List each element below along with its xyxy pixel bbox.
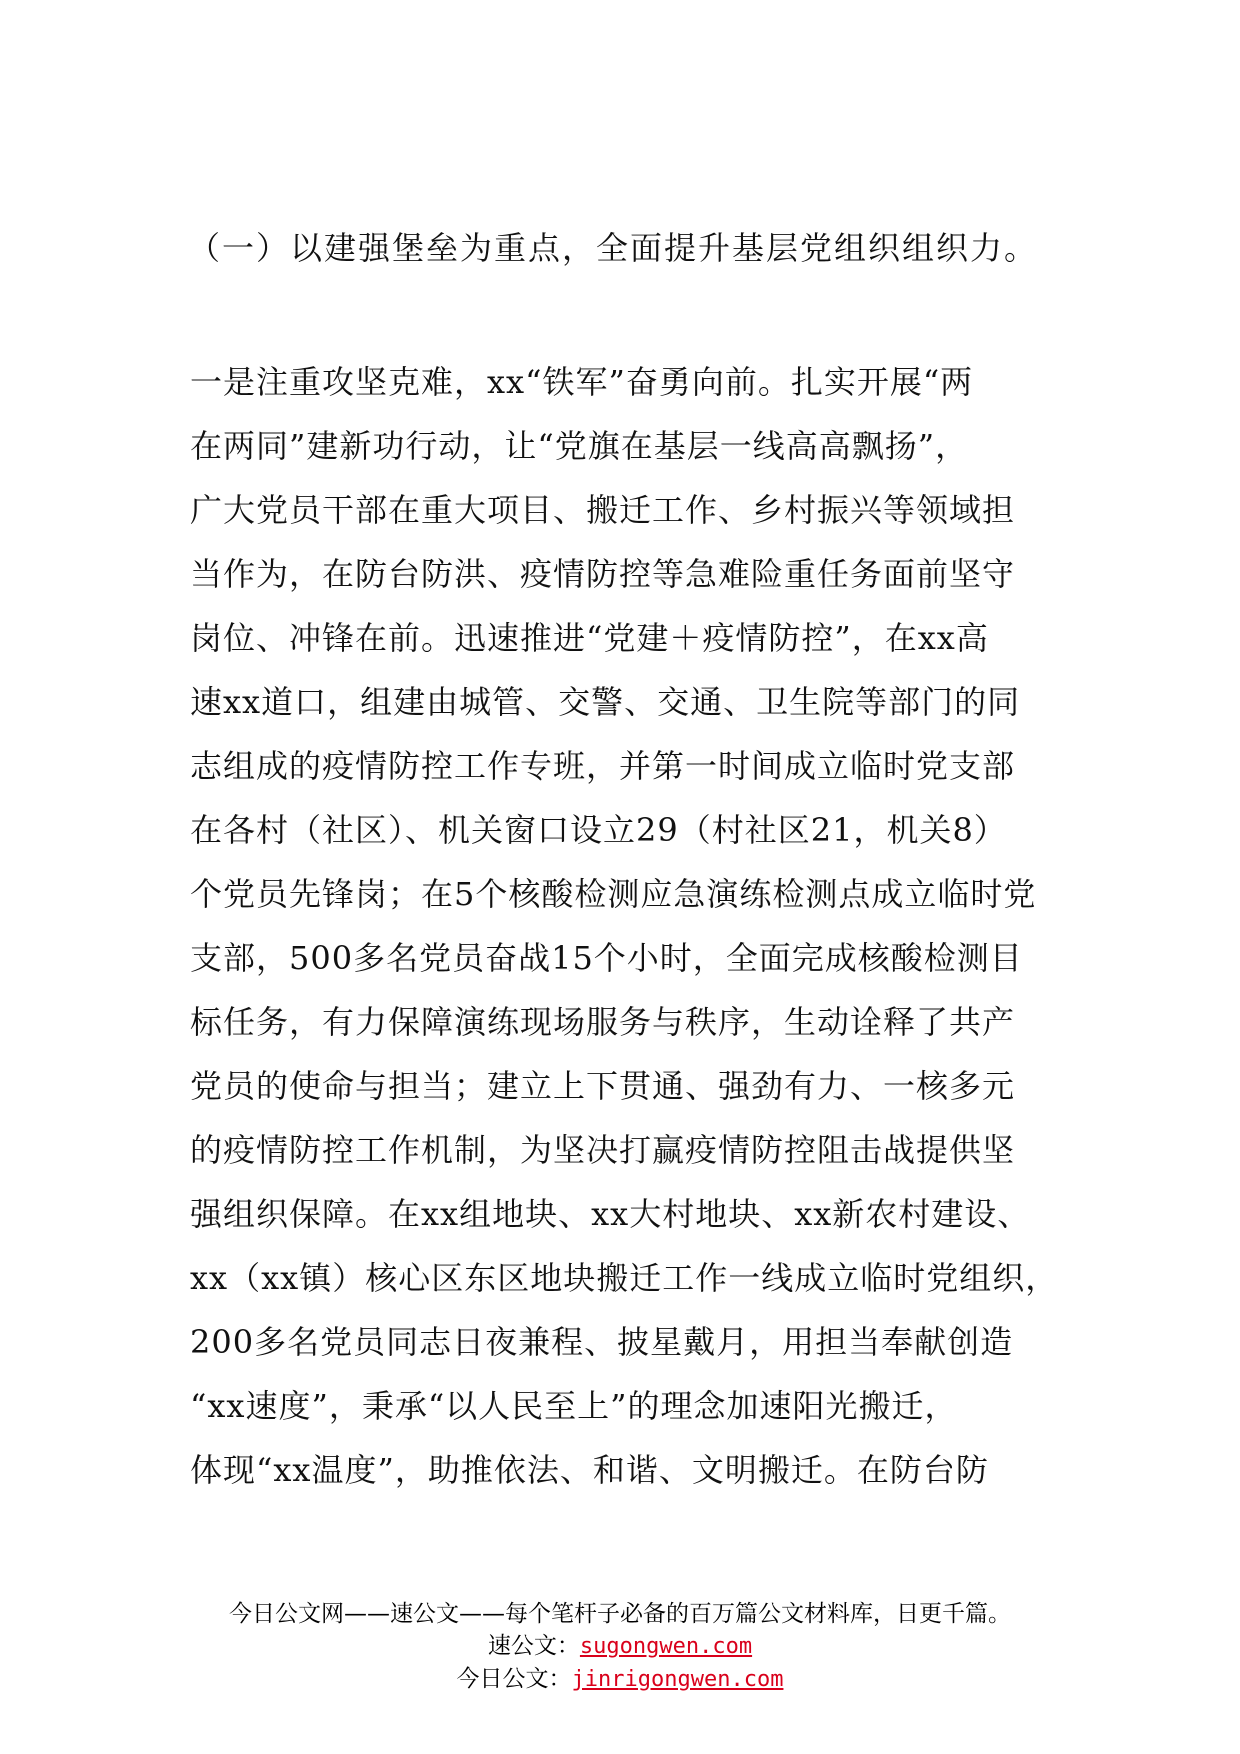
body-line: 广大党员干部在重大项目、搬迁工作、乡村振兴等领域担	[190, 491, 1016, 529]
body-line: 速xx道口，组建由城管、交警、交通、卫生院等部门的同	[190, 683, 1021, 721]
body-line: “xx速度”，秉承“以人民至上”的理念加速阳光搬迁，	[190, 1387, 958, 1425]
body-line: 个党员先锋岗；在5个核酸检测应急演练检测点成立临时党	[190, 875, 1037, 913]
body-line: 支部，500多名党员奋战15个小时，全面完成核酸检测目	[190, 939, 1023, 977]
footer-sugongwen-row	[0, 1630, 1240, 1663]
body-line: 岗位、冲锋在前。迅速推进“党建＋疫情防控”，在xx高	[190, 619, 989, 657]
body-line: 在两同”建新功行动，让“党旗在基层一线高高飘扬”，	[190, 427, 969, 465]
footer-jinri-row	[0, 1663, 1240, 1696]
body-line: 志组成的疫情防控工作专班，并第一时间成立临时党支部	[190, 747, 1016, 785]
body-line: 强组织保障。在xx组地块、xx大村地块、xx新农村建设、	[190, 1195, 1031, 1233]
body-line: xx（xx镇）核心区东区地块搬迁工作一线成立临时党组织，	[190, 1259, 1059, 1297]
sugongwen-link[interactable]: sugongwen.com	[579, 1634, 753, 1659]
body-line: 体现“xx温度”，助推依法、和谐、文明搬迁。在防台防	[190, 1451, 989, 1489]
body-line: 在各村（社区）、机关窗口设立29（村社区21，机关8）	[190, 811, 1007, 849]
section-heading: （一）以建强堡垒为重点，全面提升基层党组织组织力。	[188, 229, 1039, 267]
footer-watermark	[0, 1598, 1240, 1696]
document-body	[190, 360, 1070, 1512]
body-line: 标任务，有力保障演练现场服务与秩序，生动诠释了共产	[190, 1003, 1016, 1041]
sugongwen-label: 速公文：	[487, 1633, 580, 1659]
jinrigongwen-link[interactable]: jinrigongwen.com	[571, 1667, 784, 1692]
body-line: 党员的使命与担当；建立上下贯通、强劲有力、一核多元	[190, 1067, 1016, 1105]
body-line: 200多名党员同志日夜兼程、披星戴月，用担当奉献创造	[190, 1323, 1014, 1361]
jinri-label: 今日公文：	[456, 1666, 572, 1692]
body-line: 当作为，在防台防洪、疫情防控等急难险重任务面前坚守	[190, 555, 1016, 593]
body-line: 一是注重攻坚克难，xx“铁军”奋勇向前。扎实开展“两	[190, 363, 974, 401]
footer-slogan: 今日公文网——速公文——每个笔杆子必备的百万篇公文材料库，日更千篇。	[229, 1601, 1011, 1627]
body-line: 的疫情防控工作机制，为坚决打赢疫情防控阻击战提供坚	[190, 1131, 1016, 1169]
